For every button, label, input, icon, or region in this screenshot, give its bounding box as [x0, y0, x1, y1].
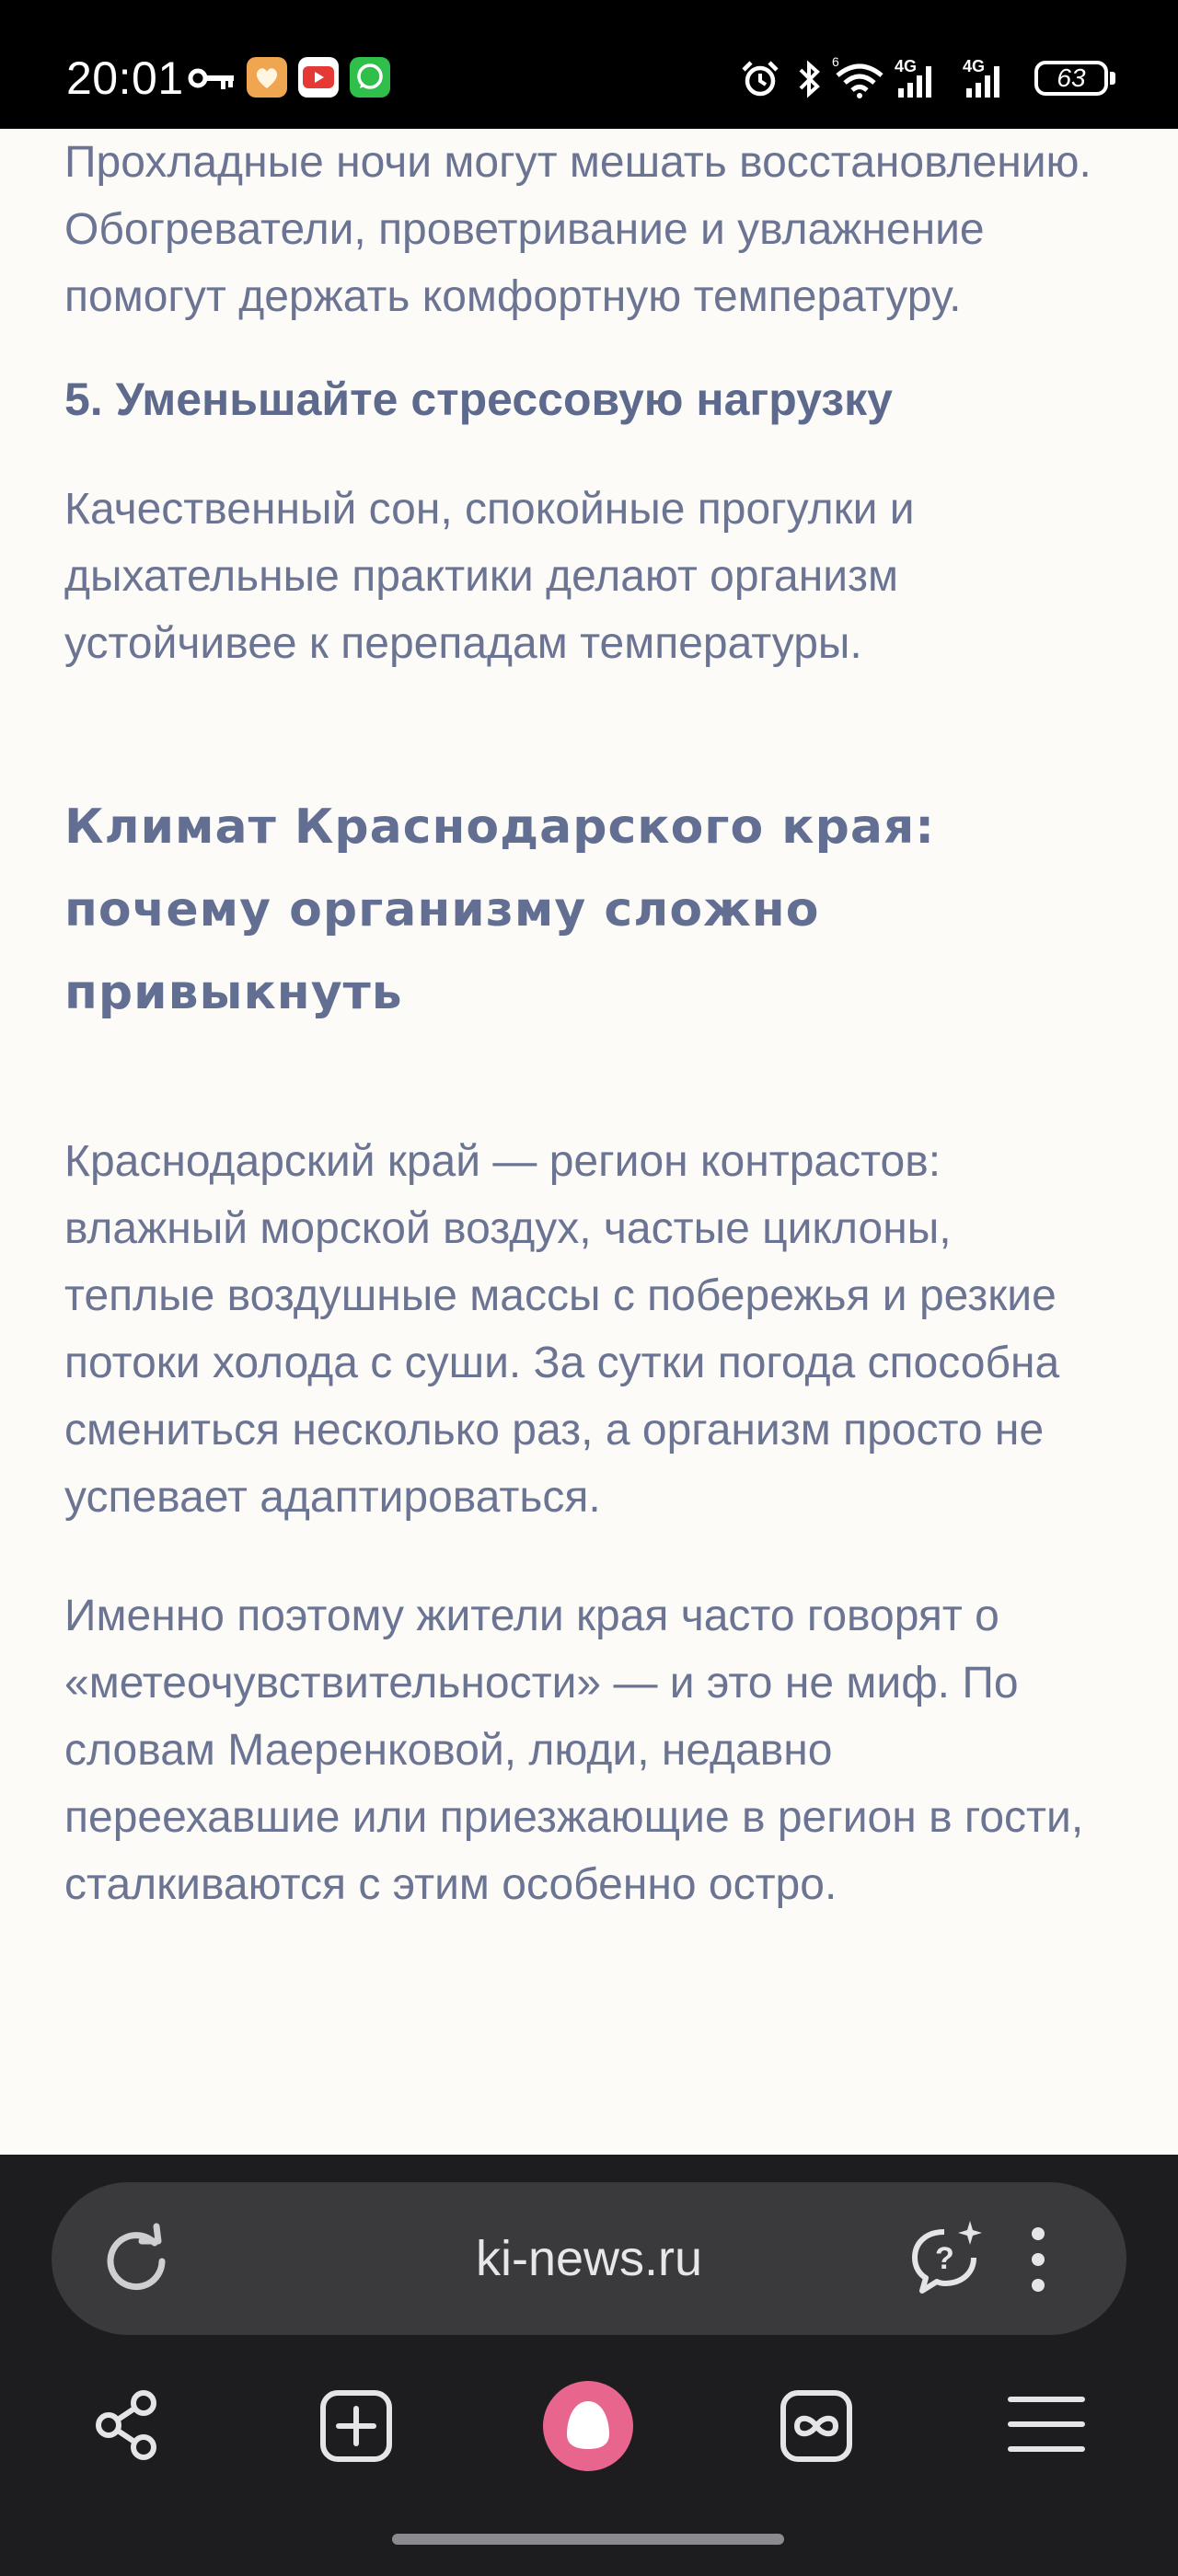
status-bar	[0, 0, 1178, 129]
svg-text:?: ?	[935, 2241, 954, 2276]
alarm-icon	[740, 59, 780, 99]
net1-label: 4G	[895, 57, 918, 75]
wifi-icon	[832, 55, 887, 99]
article-paragraph: Прохладные ночи могут мешать восстановлению. Обогреватели, проветривание и увлажнение помогут держать комфортную температуру.	[64, 138, 1091, 321]
reload-icon[interactable]	[99, 2221, 175, 2296]
new-tab-icon[interactable]	[318, 2388, 394, 2464]
battery-level: 63	[1057, 63, 1086, 92]
home-indicator[interactable]	[392, 2534, 784, 2545]
whatsapp-icon	[350, 57, 390, 98]
youtube-icon	[298, 57, 339, 98]
more-vert-icon[interactable]	[1027, 2225, 1049, 2294]
address-bar[interactable]	[52, 2182, 1126, 2335]
signal-icon	[961, 53, 1020, 101]
share-icon[interactable]	[90, 2388, 164, 2462]
signal-icon	[893, 53, 952, 101]
menu-icon[interactable]	[1007, 2394, 1086, 2455]
article-paragraph: Именно поэтому жители края часто говорят о «метеочувствительности» — и это не миф. По словам Маеренковой, люди, недавно переехавшие или приезжающие в регион в гости, сталкиваются с этим особенно остро.	[64, 1592, 1084, 1909]
tabs-icon[interactable]	[779, 2388, 854, 2464]
status-time: 20:01	[66, 52, 184, 104]
alice-assistant-button[interactable]	[543, 2381, 633, 2471]
bluetooth-icon	[795, 59, 823, 99]
battery-icon	[1034, 61, 1108, 96]
ai-chat-icon[interactable]	[906, 2217, 988, 2300]
url-text[interactable]: ki-news.ru	[475, 2231, 703, 2286]
section-heading: Климат Краснодарского края: почему организму сложно привыкнуть	[64, 799, 936, 1020]
net2-label: 4G	[963, 57, 986, 75]
article-paragraph: Краснодарский край — регион контрастов: влажный морской воздух, частые циклоны, теплые воздушные массы с побережья и резкие потоки холода с суши. За сутки погода способна смениться несколько раз, а организм просто не успевает адаптироваться.	[64, 1137, 1060, 1522]
article-body	[64, 129, 1114, 1918]
subheading-stress: 5. Уменьшайте стрессовую нагрузку	[64, 374, 893, 425]
battery-tip	[1110, 72, 1115, 85]
heart-app-icon	[247, 57, 287, 98]
article-paragraph: Качественный сон, спокойные прогулки и дыхательные практики делают организм устойчивее к перепадам температуры.	[64, 485, 915, 668]
wifi-label: 6	[832, 55, 839, 69]
key-icon	[188, 64, 236, 92]
alice-assistant-icon	[543, 2381, 633, 2471]
